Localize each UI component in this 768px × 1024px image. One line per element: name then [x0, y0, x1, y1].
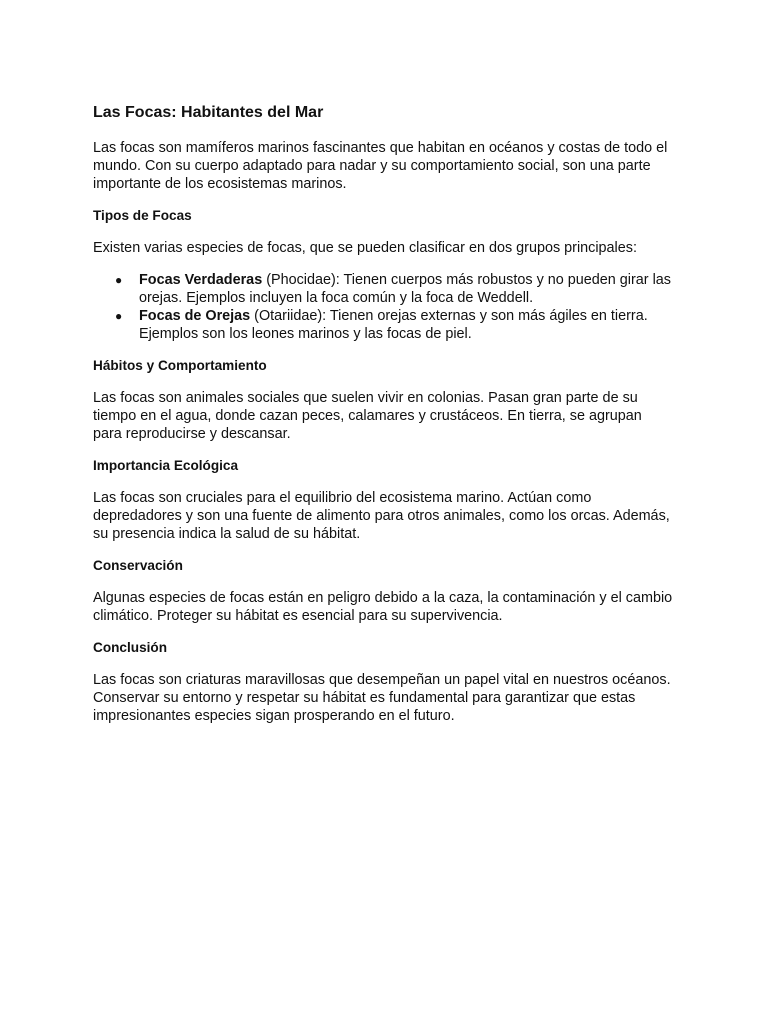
habitos-paragraph: Las focas son animales sociales que suelen vivir en colonias. Pasan gran parte de su tiempo en el agua, donde cazan peces, calamares y crustáceos. En tierra, se agrupan para reproducirse y descansar. [93, 390, 642, 442]
list-item [93, 271, 673, 307]
list-item-term: Focas Verdaderas [139, 272, 263, 288]
list-item-description: (Otariidae): Tienen orejas externas y son más ágiles en tierra. Ejemplos son los leones marinos y las focas de piel. [139, 308, 648, 342]
section-heading-conservacion: Conservación [93, 558, 183, 573]
list-item-term: Focas de Orejas [139, 308, 251, 324]
intro-paragraph: Las focas son mamíferos marinos fascinantes que habitan en océanos y costas de todo el mundo. Con su cuerpo adaptado para nadar y su comportamiento social, son una parte importante de los ecosistemas marinos. [93, 140, 668, 192]
list-item [93, 307, 673, 343]
bullet-icon: ● [115, 273, 123, 287]
document-page [93, 103, 673, 739]
conservacion-paragraph: Algunas especies de focas están en peligro debido a la caza, la contaminación y el cambio climático. Proteger su hábitat es esencial para su supervivencia. [93, 590, 673, 624]
conclusion-paragraph: Las focas son criaturas maravillosas que desempeñan un papel vital en nuestros océanos. Conservar su entorno y respetar su hábitat es fundamental para garantizar que estas impresionantes especies sigan prosperando en el futuro. [93, 672, 671, 724]
section-heading-importancia: Importancia Ecológica [93, 458, 239, 473]
section-heading-habitos: Hábitos y Comportamiento [93, 358, 267, 373]
document-title: Las Focas: Habitantes del Mar [93, 104, 324, 121]
section-heading-conclusion: Conclusión [93, 640, 168, 655]
importancia-paragraph: Las focas son cruciales para el equilibrio del ecosistema marino. Actúan como depredadores y son una fuente de alimento para otros animales, como los orcas. Además, su presencia indica la salud de su hábitat. [93, 490, 670, 542]
bullet-icon: ● [115, 309, 123, 323]
section-heading-tipos: Tipos de Focas [93, 208, 192, 223]
list-item-description: (Phocidae): Tienen cuerpos más robustos y no pueden girar las orejas. Ejemplos incluyen la foca común y la foca de Weddell. [139, 272, 671, 306]
tipos-list [93, 271, 673, 343]
tipos-paragraph: Existen varias especies de focas, que se pueden clasificar en dos grupos principales: [93, 240, 637, 256]
